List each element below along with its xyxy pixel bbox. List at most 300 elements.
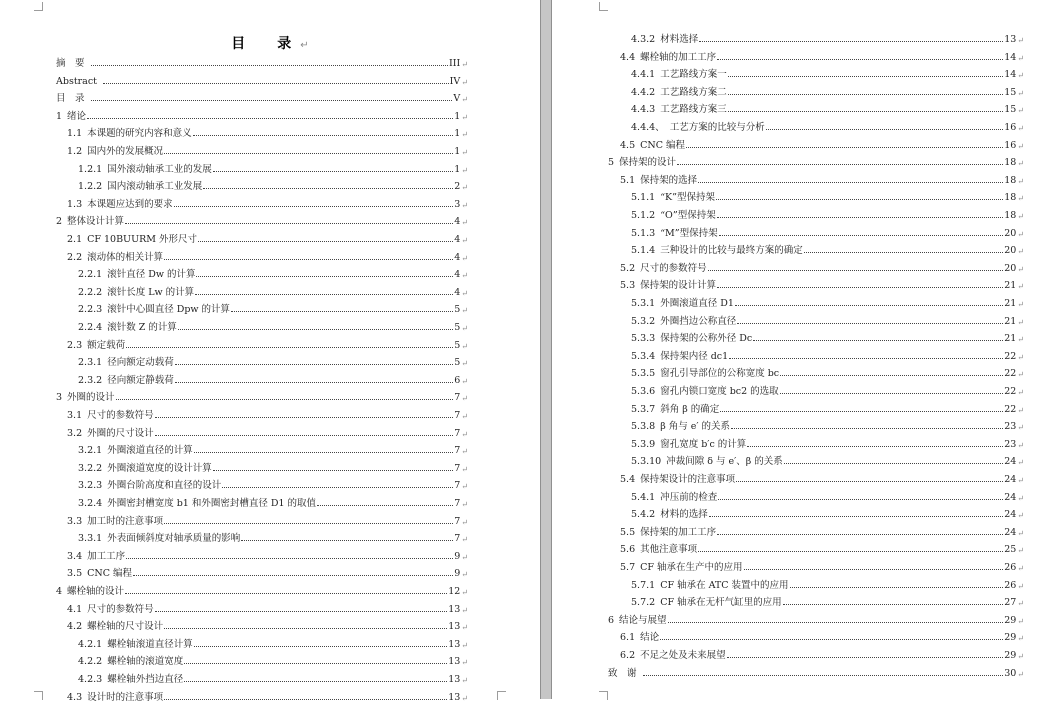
toc-page-number: 2 — [454, 181, 461, 193]
toc-entry-number: 3.2.1 — [78, 445, 103, 457]
toc-entry-title: β 角与 e′ 的关系 — [660, 421, 731, 433]
toc-dot-leader — [719, 235, 1004, 236]
toc-entry[interactable] — [631, 362, 1024, 379]
toc-entry-title: 工艺方案的比较与分析 — [669, 122, 765, 133]
toc-entry-title: 本课题应达到的要求 — [87, 198, 173, 210]
toc-entry-title: 整体设计计算 — [67, 216, 125, 228]
paragraph-mark-icon: ↵ — [461, 535, 468, 545]
toc-page-number: 7 — [454, 462, 461, 474]
toc-entry-title: 结论 — [640, 632, 660, 644]
toc-dot-leader — [804, 252, 1004, 253]
toc-dot-leader — [184, 681, 447, 682]
page-corner-mark — [599, 2, 608, 11]
toc-entry-number: 3.3 — [67, 515, 83, 527]
toc-entry-title: “M”型保持架 — [660, 227, 718, 239]
toc-dot-leader — [194, 646, 448, 647]
toc-dot-leader — [178, 329, 453, 330]
toc-page-number: 20 — [1004, 262, 1017, 274]
toc-entry[interactable] — [67, 334, 468, 351]
toc-entry[interactable] — [78, 668, 468, 685]
toc-page-number: 1 — [454, 110, 461, 122]
toc-page-number: 5 — [454, 357, 461, 369]
toc-page-number: 4 — [454, 251, 461, 263]
toc-dot-leader — [91, 100, 453, 101]
toc-entry[interactable] — [78, 457, 468, 474]
toc-entry-number: 致 谢 — [608, 667, 637, 679]
toc-entry-title: 国内外的发展概况 — [87, 146, 164, 157]
toc-entry-title: 螺栓轴的设计 — [67, 586, 125, 597]
toc-dot-leader — [164, 523, 453, 524]
toc-page-number: 7 — [454, 410, 461, 421]
toc-entry-title: 尺寸的参数符号 — [87, 603, 154, 615]
toc-entry-number: 5 — [608, 157, 615, 169]
toc-entry[interactable] — [631, 98, 1024, 115]
toc-page-number: 23 — [1004, 438, 1017, 450]
toc-entry-number: 2.1 — [67, 234, 83, 245]
paragraph-mark-icon: ↵ — [1017, 564, 1024, 573]
toc-entry[interactable] — [56, 105, 468, 122]
toc-entry-title: 斜角 β 的确定 — [660, 403, 720, 415]
toc-entry[interactable] — [631, 81, 1024, 98]
toc-entry-number: 5.3.6 — [631, 386, 656, 397]
toc-entry-title: “O”型保持架 — [660, 210, 716, 221]
toc-entry-number: 5.3.8 — [631, 421, 656, 433]
toc-dot-leader — [720, 411, 1003, 412]
paragraph-mark-icon: ↵ — [461, 324, 468, 333]
toc-entry-number: 5.3.1 — [631, 298, 656, 309]
toc-dot-leader — [196, 276, 453, 277]
toc-entry-title: 本课题的研究内容和意义 — [87, 128, 192, 140]
toc-entry-number: 3.1 — [67, 410, 83, 421]
toc-page-number: 16 — [1004, 139, 1017, 151]
toc-entry-title: 国外滚动轴承工业的发展 — [107, 163, 212, 175]
toc-entry[interactable] — [631, 486, 1024, 503]
toc-entry[interactable] — [631, 433, 1024, 450]
toc-entry[interactable] — [78, 527, 468, 544]
toc-entry[interactable] — [67, 422, 468, 439]
toc-entry[interactable] — [620, 46, 1024, 63]
toc-entry[interactable] — [67, 545, 468, 562]
toc-page-number: 4 — [454, 286, 461, 298]
toc-dot-leader — [194, 452, 454, 453]
toc-entry[interactable] — [631, 116, 1024, 133]
toc-entry[interactable] — [67, 598, 468, 615]
paragraph-mark-icon: ↵ — [461, 429, 468, 439]
toc-entry-number: 1.2.2 — [78, 181, 103, 193]
page-corner-mark — [34, 2, 43, 11]
toc-entry-title: CF 10BUURM 外形尺寸 — [87, 234, 197, 245]
toc-dot-leader — [717, 287, 1003, 288]
toc-entry-number: 2.2.2 — [78, 286, 103, 298]
toc-dot-leader — [744, 569, 1004, 570]
toc-page-number: 16 — [1004, 122, 1017, 133]
toc-dot-leader — [91, 65, 449, 66]
toc-dot-leader — [731, 428, 1003, 429]
toc-title — [0, 33, 540, 53]
toc-entry[interactable] — [631, 292, 1024, 309]
toc-entry-title: CF 轴承在无杆气缸里的应用 — [660, 597, 782, 609]
toc-dot-leader — [677, 164, 1003, 165]
toc-page-number: 18 — [1004, 157, 1017, 169]
toc-entry-title: 结论与展望 — [619, 614, 667, 626]
toc-page-number: V — [453, 93, 461, 105]
toc-entry[interactable] — [67, 246, 468, 263]
toc-entry[interactable] — [631, 63, 1024, 80]
toc-page-number: 14 — [1004, 51, 1017, 63]
toc-entry-number: 3.2.3 — [78, 480, 103, 492]
toc-entry-title: 三种设计的比较与最终方案的确定 — [660, 245, 803, 257]
toc-dot-leader — [87, 118, 453, 119]
toc-dot-leader — [780, 375, 1003, 376]
toc-entry-title: 外圈挡边公称直径 — [660, 315, 737, 327]
paragraph-mark-icon: ↵ — [461, 183, 468, 193]
paragraph-mark-icon: ↵ — [1017, 71, 1024, 81]
toc-entry[interactable] — [631, 574, 1024, 591]
toc-entry-title: CNC 编程 — [87, 568, 132, 580]
paragraph-mark-icon: ↵ — [1017, 36, 1024, 45]
toc-dot-leader — [174, 206, 454, 207]
toc-entry[interactable] — [56, 386, 468, 403]
paragraph-mark-icon: ↵ — [1017, 124, 1024, 133]
toc-entry[interactable] — [78, 298, 468, 315]
toc-entry[interactable] — [78, 474, 468, 491]
toc-entry[interactable] — [620, 257, 1024, 274]
paragraph-mark-icon: ↵ — [461, 200, 468, 210]
toc-page-number: 24 — [1004, 526, 1017, 538]
toc-entry[interactable] — [631, 345, 1024, 362]
toc-entry[interactable] — [631, 222, 1024, 239]
toc-entry[interactable] — [78, 263, 468, 280]
paragraph-mark-icon: ↵ — [461, 500, 468, 509]
toc-page-number: 1 — [454, 163, 461, 175]
toc-entry[interactable] — [620, 521, 1024, 538]
paragraph-mark-icon: ↵ — [1017, 229, 1024, 239]
toc-entry-title: 材料的选择 — [660, 509, 708, 521]
paragraph-mark-icon: ↵ — [461, 658, 468, 668]
paragraph-mark-icon: ↵ — [1017, 669, 1024, 679]
paragraph-mark-icon: ↵ — [461, 95, 468, 105]
toc-entry-number: 6 — [608, 614, 615, 626]
toc-entry-number: 3.2 — [67, 427, 83, 439]
toc-entry-number: 5.4.1 — [631, 491, 656, 503]
paragraph-mark-icon: ↵ — [1017, 458, 1024, 468]
toc-dot-leader — [753, 340, 1003, 341]
toc-entry-title: 保持架的设计计算 — [640, 280, 717, 292]
toc-entry[interactable] — [631, 310, 1024, 327]
toc-entry-title: 加工时的注意事项 — [87, 515, 164, 527]
toc-dot-leader — [213, 470, 454, 471]
paragraph-mark-icon: ↵ — [1017, 282, 1024, 292]
toc-entry[interactable] — [620, 538, 1024, 555]
toc-dot-leader — [717, 534, 1003, 535]
toc-entry-title: 额定载荷 — [87, 339, 126, 351]
toc-entry[interactable] — [56, 580, 468, 597]
toc-entry-number: 3.4 — [67, 550, 83, 562]
toc-dot-leader — [660, 639, 1003, 640]
toc-dot-leader — [116, 399, 454, 400]
toc-entry[interactable] — [78, 492, 468, 509]
paragraph-mark-icon: ↵ — [1017, 405, 1024, 415]
toc-entry-title: 尺寸的参数符号 — [640, 262, 707, 274]
paragraph-mark-icon: ↵ — [1017, 370, 1024, 380]
toc-page-number: 13 — [448, 603, 461, 615]
toc-page-number: 6 — [454, 374, 461, 386]
toc-entry[interactable] — [78, 316, 468, 333]
paragraph-mark-icon: ↵ — [461, 693, 468, 703]
toc-dot-leader — [125, 593, 447, 594]
paragraph-mark-icon: ↵ — [1017, 493, 1024, 503]
toc-entry-number: 摘 要 — [56, 58, 85, 69]
toc-entry[interactable] — [56, 87, 468, 104]
toc-entry-number: 1.1 — [67, 128, 83, 140]
toc-entry[interactable] — [67, 140, 468, 157]
toc-page-number: 9 — [454, 550, 461, 562]
toc-page-number: 7 — [454, 515, 461, 527]
paragraph-mark-icon: ↵ — [1017, 194, 1024, 204]
toc-entry[interactable] — [67, 228, 468, 245]
toc-entry-title: 保持架的设计 — [619, 157, 677, 169]
toc-entry-number: 1.3 — [67, 198, 83, 210]
toc-entry[interactable] — [631, 204, 1024, 221]
toc-entry-title: CNC 编程 — [640, 139, 685, 151]
toc-entry[interactable] — [631, 503, 1024, 520]
toc-entry[interactable] — [620, 274, 1024, 291]
paragraph-mark-icon: ↵ — [461, 253, 468, 263]
paragraph-mark-icon: ↵ — [1017, 264, 1024, 274]
toc-page-number: 15 — [1004, 86, 1017, 98]
paragraph-mark-icon: ↵ — [1017, 300, 1024, 309]
document-page-right — [552, 0, 1042, 699]
toc-entry[interactable] — [608, 151, 1024, 168]
toc-entry-number: 目 录 — [56, 93, 85, 105]
toc-entry-title: 滚针数 Z 的计算 — [107, 322, 177, 333]
toc-page-number: 23 — [1004, 421, 1017, 433]
toc-entry[interactable] — [67, 686, 468, 703]
paragraph-mark-icon: ↵ — [1017, 53, 1024, 63]
toc-entry-title: CF 轴承在 ATC 装置中的应用 — [660, 579, 789, 591]
toc-dot-leader — [736, 481, 1003, 482]
toc-dot-leader — [155, 435, 454, 436]
toc-entry[interactable] — [78, 369, 468, 386]
toc-entry-title: 外圈的尺寸设计 — [87, 427, 154, 439]
toc-dot-leader — [698, 182, 1003, 183]
toc-entry[interactable] — [631, 450, 1024, 467]
toc-page-number: 7 — [454, 392, 461, 404]
toc-page-number: 24 — [1004, 474, 1017, 485]
toc-entry-number: 5.3.4 — [631, 350, 656, 362]
toc-entry-number: 5.1.1 — [631, 192, 656, 204]
toc-dot-leader — [698, 551, 1003, 552]
toc-entry[interactable] — [56, 210, 468, 227]
toc-entry-number: 4.1 — [67, 603, 83, 615]
toc-entry[interactable] — [78, 281, 468, 298]
toc-entry-number: 5.6 — [620, 544, 636, 556]
toc-entry[interactable] — [631, 28, 1024, 45]
toc-dot-leader — [784, 463, 1003, 464]
toc-entry-number: 5.3 — [620, 280, 636, 292]
toc-page-number: 3 — [454, 198, 461, 210]
paragraph-mark-icon: ↵ — [461, 271, 468, 281]
toc-entry[interactable] — [631, 239, 1024, 256]
toc-page-number: 21 — [1004, 333, 1017, 345]
toc-dot-leader — [164, 259, 453, 260]
toc-entry-title: 窗孔引导部位的公称宽度 bc — [660, 368, 780, 380]
toc-entry[interactable] — [78, 650, 468, 667]
paragraph-mark-icon: ↵ — [461, 605, 468, 615]
toc-entry-number: 5.4.2 — [631, 509, 656, 521]
toc-dot-leader — [195, 294, 453, 295]
toc-dot-leader — [766, 129, 1004, 130]
toc-dot-leader — [717, 217, 1004, 218]
toc-entry-number: 5.1.3 — [631, 227, 656, 239]
toc-page-number: 30 — [1004, 667, 1017, 679]
paragraph-mark-icon: ↵ — [461, 148, 468, 157]
toc-entry-title: 加工工序 — [87, 550, 126, 562]
toc-entry[interactable] — [631, 398, 1024, 415]
toc-entry-number: 4.2.3 — [78, 674, 103, 685]
toc-entry-number: 4.4.2 — [631, 86, 656, 98]
toc-dot-leader — [686, 147, 1003, 148]
toc-entry-title: 外圈滚道直径的计算 — [107, 445, 193, 457]
toc-dot-leader — [203, 188, 453, 189]
toc-dot-leader — [222, 487, 453, 488]
paragraph-mark-icon: ↵ — [1017, 106, 1024, 116]
paragraph-mark-icon: ↵ — [461, 464, 468, 474]
toc-dot-leader — [737, 323, 1003, 324]
toc-page-number: 4 — [454, 234, 461, 245]
toc-dot-leader — [164, 628, 447, 629]
toc-entry-title: 材料选择 — [660, 34, 699, 45]
toc-entry[interactable] — [631, 186, 1024, 203]
toc-page-number: III — [449, 58, 461, 69]
paragraph-mark-icon: ↵ — [1017, 440, 1024, 450]
toc-entry-number: 3.5 — [67, 568, 83, 580]
toc-entry-title: 外圈滚道直径 D1 — [660, 298, 734, 309]
paragraph-mark-icon: ↵ — [1017, 423, 1024, 433]
toc-entry[interactable] — [631, 327, 1024, 344]
toc-entry-title: 工艺路线方案一 — [660, 69, 727, 81]
paragraph-mark-icon: ↵ — [1017, 652, 1024, 661]
toc-entry[interactable] — [620, 468, 1024, 485]
toc-page-number: 1 — [454, 128, 461, 140]
toc-dot-leader — [790, 587, 1004, 588]
page-gutter — [540, 0, 552, 699]
toc-entry-number: 5.1 — [620, 174, 636, 186]
toc-entry[interactable] — [608, 662, 1024, 679]
toc-entry[interactable] — [620, 556, 1024, 573]
toc-entry[interactable] — [56, 52, 468, 69]
toc-page-number: 4 — [454, 269, 461, 281]
toc-entry[interactable] — [67, 510, 468, 527]
toc-entry-number: 3.2.4 — [78, 498, 103, 509]
toc-entry-title: 外圈的设计 — [67, 392, 115, 404]
toc-dot-leader — [727, 657, 1004, 658]
toc-entry-number: 2.2 — [67, 251, 83, 263]
paragraph-mark-icon: ↵ — [461, 288, 468, 298]
paragraph-mark-icon: ↵ — [461, 552, 468, 562]
toc-entry[interactable] — [67, 615, 468, 632]
toc-entry[interactable] — [67, 562, 468, 579]
toc-entry[interactable] — [620, 626, 1024, 643]
toc-entry[interactable] — [78, 158, 468, 175]
toc-entry-title: 滚动体的相关计算 — [87, 251, 164, 263]
toc-entry-number: 3 — [56, 392, 63, 404]
toc-dot-leader — [783, 604, 1004, 605]
paragraph-mark-icon: ↵ — [1017, 317, 1024, 327]
toc-entry-title: 窗孔宽度 b′c 的计算 — [660, 438, 747, 450]
toc-page-number: 21 — [1004, 315, 1017, 327]
toc-page-number: 13 — [448, 674, 461, 685]
toc-entry[interactable] — [631, 591, 1024, 608]
toc-page-number: 20 — [1004, 245, 1017, 257]
toc-entry[interactable] — [620, 134, 1024, 151]
toc-page-number: 18 — [1004, 174, 1017, 186]
toc-entry-title: 保持架的公称外径 Dc — [660, 333, 753, 345]
toc-entry-number: 4.4.3 — [631, 104, 656, 116]
paragraph-mark-icon: ↵ — [461, 676, 468, 685]
toc-entry[interactable] — [631, 415, 1024, 432]
toc-page-number: 13 — [448, 656, 461, 668]
toc-entry-title: 冲压前的检查 — [660, 491, 718, 503]
toc-dot-leader — [193, 135, 454, 136]
toc-page-number: 24 — [1004, 509, 1017, 521]
paragraph-mark-icon: ↵ — [1017, 335, 1024, 345]
toc-entry-number: 5.3.7 — [631, 403, 656, 415]
paragraph-mark-icon: ↵ — [1017, 88, 1024, 98]
toc-page-number: 13 — [1004, 34, 1017, 45]
toc-entry-number: 4.5 — [620, 139, 636, 151]
toc-entry[interactable] — [631, 380, 1024, 397]
toc-entry[interactable] — [67, 404, 468, 421]
toc-entry-number: 5.7.1 — [631, 579, 656, 591]
toc-entry[interactable] — [78, 175, 468, 192]
toc-dot-leader — [728, 111, 1004, 112]
toc-entry-title: 保持架的加工工序 — [640, 526, 717, 538]
toc-dot-leader — [184, 663, 447, 664]
toc-page-number: 7 — [454, 498, 461, 509]
toc-entry[interactable] — [67, 122, 468, 139]
paragraph-mark-icon: ↵ — [461, 447, 468, 457]
paragraph-mark-icon: ↵ — [1017, 388, 1024, 397]
toc-entry-title: “K”型保持架 — [660, 192, 715, 204]
paragraph-mark-icon: ↵ — [461, 165, 468, 175]
toc-dot-leader — [708, 270, 1004, 271]
toc-dot-leader — [728, 94, 1004, 95]
paragraph-mark-icon: ↵ — [461, 588, 468, 597]
toc-page-number: 9 — [454, 568, 461, 580]
toc-entry[interactable] — [78, 439, 468, 456]
toc-page-number: 24 — [1004, 456, 1017, 468]
toc-page-number: 13 — [448, 638, 461, 650]
toc-entry[interactable] — [78, 633, 468, 650]
toc-entry-title: CF 轴承在生产中的应用 — [640, 562, 743, 573]
toc-entry[interactable] — [78, 351, 468, 368]
toc-dot-leader — [125, 223, 453, 224]
toc-dot-leader — [728, 76, 1004, 77]
toc-entry-number: 2.2.3 — [78, 304, 103, 316]
toc-entry[interactable] — [56, 70, 468, 87]
toc-entry[interactable] — [620, 644, 1024, 661]
toc-entry-number: 3.2.2 — [78, 462, 103, 474]
toc-entry-number: 3.3.1 — [78, 533, 103, 545]
paragraph-mark-icon: ↵ — [461, 482, 468, 492]
toc-entry[interactable] — [608, 609, 1024, 626]
paragraph-mark-icon: ↵ — [1017, 352, 1024, 362]
toc-entry[interactable] — [620, 169, 1024, 186]
toc-entry-number: 6.2 — [620, 650, 636, 661]
toc-entry[interactable] — [67, 193, 468, 210]
paragraph-mark-icon: ↵ — [1017, 581, 1024, 591]
